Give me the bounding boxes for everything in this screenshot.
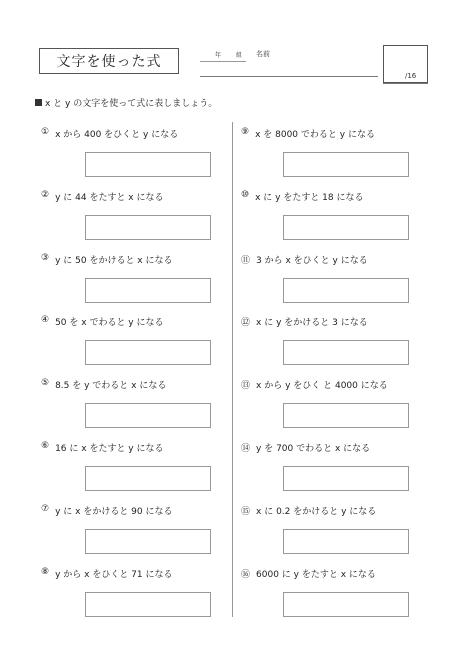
question-item [241, 315, 368, 328]
question-text: 6000 に y をたすと x になる [256, 570, 376, 580]
question-item [41, 567, 173, 580]
question-item [41, 315, 164, 328]
question-number: ⑤ [41, 378, 50, 388]
question-text: y に 44 をたすと x になる [55, 193, 164, 203]
answer-box[interactable] [283, 278, 409, 303]
answer-box[interactable] [283, 152, 409, 177]
question-text: 8.5 を y でわると x になる [55, 381, 167, 391]
instruction [35, 96, 217, 109]
question-text: x に y をたすと 18 になる [255, 193, 364, 203]
question-number: ⑦ [41, 504, 50, 514]
question-text: x を 8000 でわると y になる [255, 130, 375, 140]
question-item [41, 253, 173, 266]
grade-label: 年 [215, 52, 222, 59]
question-item [241, 567, 376, 580]
question-text: y から x をひくと 71 になる [55, 570, 173, 580]
question-text: x に y をかけると 3 になる [256, 318, 368, 328]
worksheet-title: 文字を使った式 [39, 48, 179, 74]
score-underline [383, 83, 428, 84]
question-text: x から 400 をひくと y になる [55, 130, 179, 140]
question-number: ⑩ [241, 190, 250, 200]
score-total: /16 [405, 72, 417, 80]
question-text: 50 を x でわると y になる [55, 318, 164, 328]
question-text: 3 から x をひくと y になる [256, 256, 368, 266]
answer-box[interactable] [85, 215, 211, 240]
answer-box[interactable] [283, 529, 409, 554]
question-item [241, 253, 368, 266]
answer-box[interactable] [283, 466, 409, 491]
question-number: ⑮ [241, 507, 251, 517]
question-number: ⑫ [241, 318, 251, 328]
question-item [241, 504, 376, 517]
question-number: ④ [41, 315, 50, 325]
question-text: y に 50 をかけると x になる [55, 256, 173, 266]
question-item [241, 378, 388, 391]
question-number: ② [41, 190, 50, 200]
question-item [241, 190, 364, 203]
question-number: ⑨ [241, 127, 250, 137]
question-item [41, 441, 164, 454]
answer-box[interactable] [85, 403, 211, 428]
question-text: y を 700 でわると x になる [256, 444, 371, 454]
column-divider [232, 122, 233, 617]
answer-box[interactable] [283, 340, 409, 365]
question-number: ③ [41, 253, 50, 263]
question-number: ⑥ [41, 441, 50, 451]
square-bullet-icon [35, 99, 42, 106]
question-item [41, 504, 173, 517]
answer-box[interactable] [85, 340, 211, 365]
answer-box[interactable] [283, 403, 409, 428]
answer-box[interactable] [283, 592, 409, 617]
question-number: ① [41, 127, 50, 137]
question-number: ⑯ [241, 570, 251, 580]
class-label: 組 [236, 52, 243, 59]
answer-box[interactable] [85, 152, 211, 177]
question-number: ⑬ [241, 381, 251, 391]
question-text: x に 0.2 をかけると y になる [256, 507, 377, 517]
question-item [41, 127, 178, 140]
question-number: ⑪ [241, 256, 251, 266]
answer-box[interactable] [283, 215, 409, 240]
question-number: ⑧ [41, 567, 50, 577]
answer-box[interactable] [85, 466, 211, 491]
student-info-area [200, 48, 378, 77]
instruction-text: x と y の文字を使って式に表しましょう。 [45, 99, 218, 109]
question-item [241, 441, 370, 454]
question-text: x から y をひく と 4000 になる [256, 381, 388, 391]
question-text: 16 に x をたすと y になる [55, 444, 164, 454]
answer-box[interactable] [85, 592, 211, 617]
question-text: y に x をかけると 90 になる [55, 507, 173, 517]
name-label: 名前 [256, 50, 270, 58]
question-item [241, 127, 375, 140]
question-item [41, 378, 166, 391]
answer-box[interactable] [85, 278, 211, 303]
question-number: ⑭ [241, 444, 251, 454]
question-item [41, 190, 164, 203]
answer-box[interactable] [85, 529, 211, 554]
